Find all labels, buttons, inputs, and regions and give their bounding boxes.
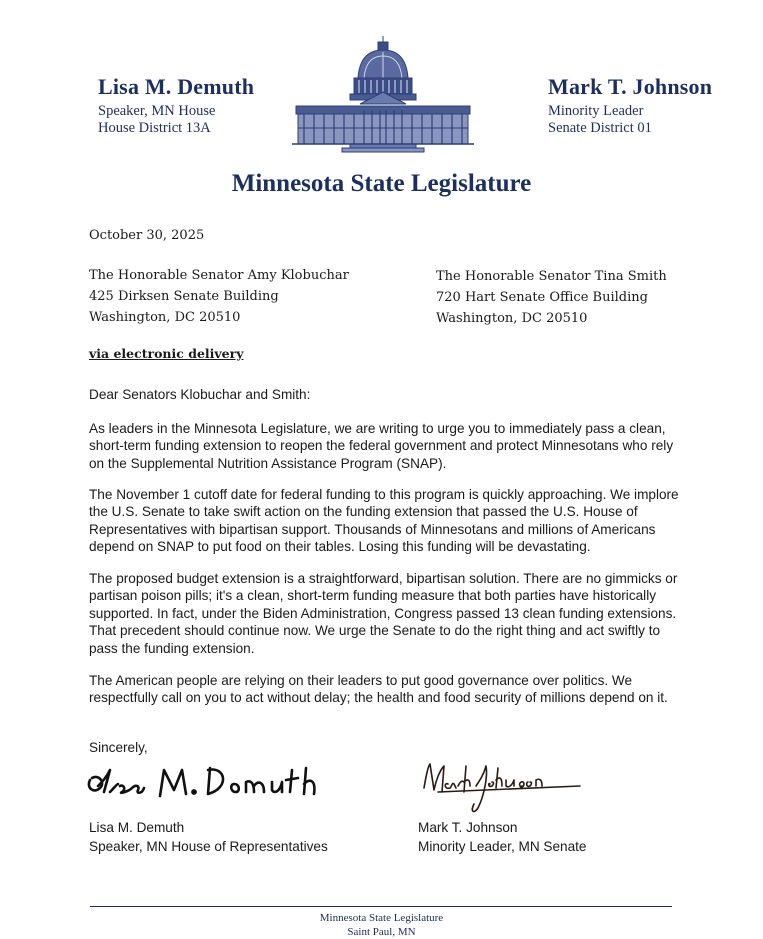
recipient-line: Washington, DC 20510 bbox=[436, 311, 588, 326]
footer-line-1: Minnesota State Legislature bbox=[319, 912, 444, 924]
header-right-title: Minority Leader bbox=[548, 103, 644, 119]
signature-johnson bbox=[418, 756, 588, 826]
closing: Sincerely, bbox=[89, 740, 148, 755]
body-paragraph-2: The November 1 cutoff date for federal funding to this program is quickly approaching. We implore the U.S. Senate to take swift action on the funding extension that passed the U.S. House of Representatives with bipartisan support. Thousands of Minnesotans and millions of Americans depend on SNAP to put food on their tables. Losing this funding will be devastating. bbox=[89, 487, 679, 555]
letter-date: October 30, 2025 bbox=[89, 228, 205, 243]
footer-line-2: Saint Paul, MN bbox=[347, 926, 416, 938]
signer-2-block bbox=[418, 818, 587, 856]
recipient-line: Washington, DC 20510 bbox=[89, 310, 241, 325]
signer-2-title: Minority Leader, MN Senate bbox=[418, 839, 587, 854]
signature-demuth bbox=[84, 758, 324, 808]
header-right-district: Senate District 01 bbox=[548, 120, 652, 136]
recipient-line: 720 Hart Senate Office Building bbox=[436, 290, 648, 305]
signer-2-name: Mark T. Johnson bbox=[418, 820, 518, 835]
header-left-block bbox=[98, 74, 254, 137]
recipient-smith bbox=[436, 266, 667, 329]
footer-divider bbox=[90, 906, 672, 907]
capitol-building-icon bbox=[290, 34, 476, 156]
signer-1-block bbox=[89, 818, 328, 856]
body-paragraph-3: The proposed budget extension is a straightforward, bipartisan solution. There are no gimmicks or partisan poison pills; it's a clean, short-term funding measure that both parties have historically supported. In fact, under the Biden Administration, Congress passed 13 clean funding extensions. That precedent should continue now. We urge the Senate to do the right thing and act swiftly to pass the funding extension. bbox=[89, 571, 678, 656]
header-left-district: House District 13A bbox=[98, 120, 211, 136]
header-right-name: Mark T. Johnson bbox=[548, 74, 713, 99]
signer-1-name: Lisa M. Demuth bbox=[89, 820, 185, 835]
body-paragraph-1: As leaders in the Minnesota Legislature, we are writing to urge you to immediately pass a clean, short-term funding extension to reopen the federal government and protect Minnesotans who rely on the Supplemental Nutrition Assistance Program (SNAP). bbox=[89, 421, 674, 471]
recipient-line: The Honorable Senator Tina Smith bbox=[436, 269, 667, 284]
body-paragraph-4: The American people are relying on their leaders to put good governance over politics. We respectfully call on you to act without delay; the health and food security of millions depend on it. bbox=[89, 673, 668, 706]
signer-1-title: Speaker, MN House of Representatives bbox=[89, 839, 328, 854]
recipient-line: 425 Dirksen Senate Building bbox=[89, 289, 279, 304]
delivery-method: via electronic delivery bbox=[89, 346, 244, 361]
org-title: Minnesota State Legislature bbox=[231, 170, 532, 197]
header-left-name: Lisa M. Demuth bbox=[98, 74, 255, 99]
header-right-block bbox=[548, 74, 712, 137]
header-left-title: Speaker, MN House bbox=[98, 103, 216, 119]
recipient-klobuchar bbox=[89, 265, 349, 328]
salutation: Dear Senators Klobuchar and Smith: bbox=[89, 387, 311, 402]
recipient-line: The Honorable Senator Amy Klobuchar bbox=[89, 268, 349, 283]
